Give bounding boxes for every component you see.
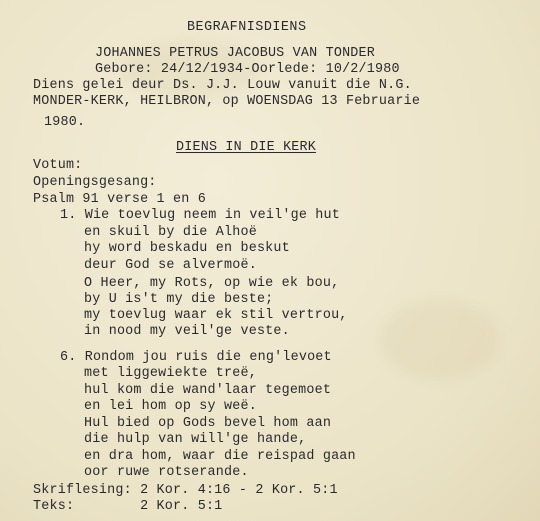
deceased-name: JOHANNES PETRUS JACOBUS VAN TONDER [95,46,376,61]
section-title: DIENS IN DIE KERK [176,140,317,155]
document-heading: BEGRAFNISDIENS [187,20,307,35]
verse6-line: en lei hom op sy weë. [84,399,257,414]
opening-hymn-label: Openingsgesang: [33,175,157,190]
birth-death-dates: Gebore: 24/12/1934-Oorlede: 10/2/1980 [95,62,400,77]
scripture-reading: Skriflesing: 2 Kor. 4:16 - 2 Kor. 5:1 [33,483,338,498]
verse1-line: my toevlug waar ek stil vertrou, [84,308,348,323]
intro-line: 1980. [44,115,86,130]
verse1-line: 1. Wie toevlug neem in veil'ge hut [60,208,341,223]
verse1-line: in nood my veil'ge veste. [84,324,290,339]
verse1-line: en skuil by die Alhoë [84,225,257,240]
votum-label: Votum: [33,158,83,173]
paper-stain [380,300,500,380]
verse1-line: by U is't my die beste; [84,292,274,307]
verse1-line: deur God se alvermoë. [84,258,257,273]
verse6-line: oor ruwe rotserande. [84,465,249,480]
verse6-line: hul kom die wand'laar tegemoet [84,383,332,398]
verse6-line: die hulp van will'ge hande, [84,432,307,447]
verse1-line: O Heer, my Rots, op wie ek bou, [84,276,340,291]
intro-line: Diens gelei deur Ds. J.J. Louw vanuit die N.G. [33,78,412,93]
psalm-reference: Psalm 91 verse 1 en 6 [33,192,206,207]
verse6-line: en dra hom, waar die reispad gaan [84,449,356,464]
verse6-line: met liggewiekte treë, [84,366,257,381]
intro-line: MONDER-KERK, HEILBRON, op WOENSDAG 13 Februarie [33,94,421,109]
sermon-text: Teks: 2 Kor. 5:1 [33,499,223,514]
verse1-line: hy word beskadu en beskut [84,241,290,256]
verse6-line: 6. Rondom jou ruis die eng'levoet [60,350,332,365]
verse6-line: Hul bied op Gods bevel hom aan [84,416,332,431]
